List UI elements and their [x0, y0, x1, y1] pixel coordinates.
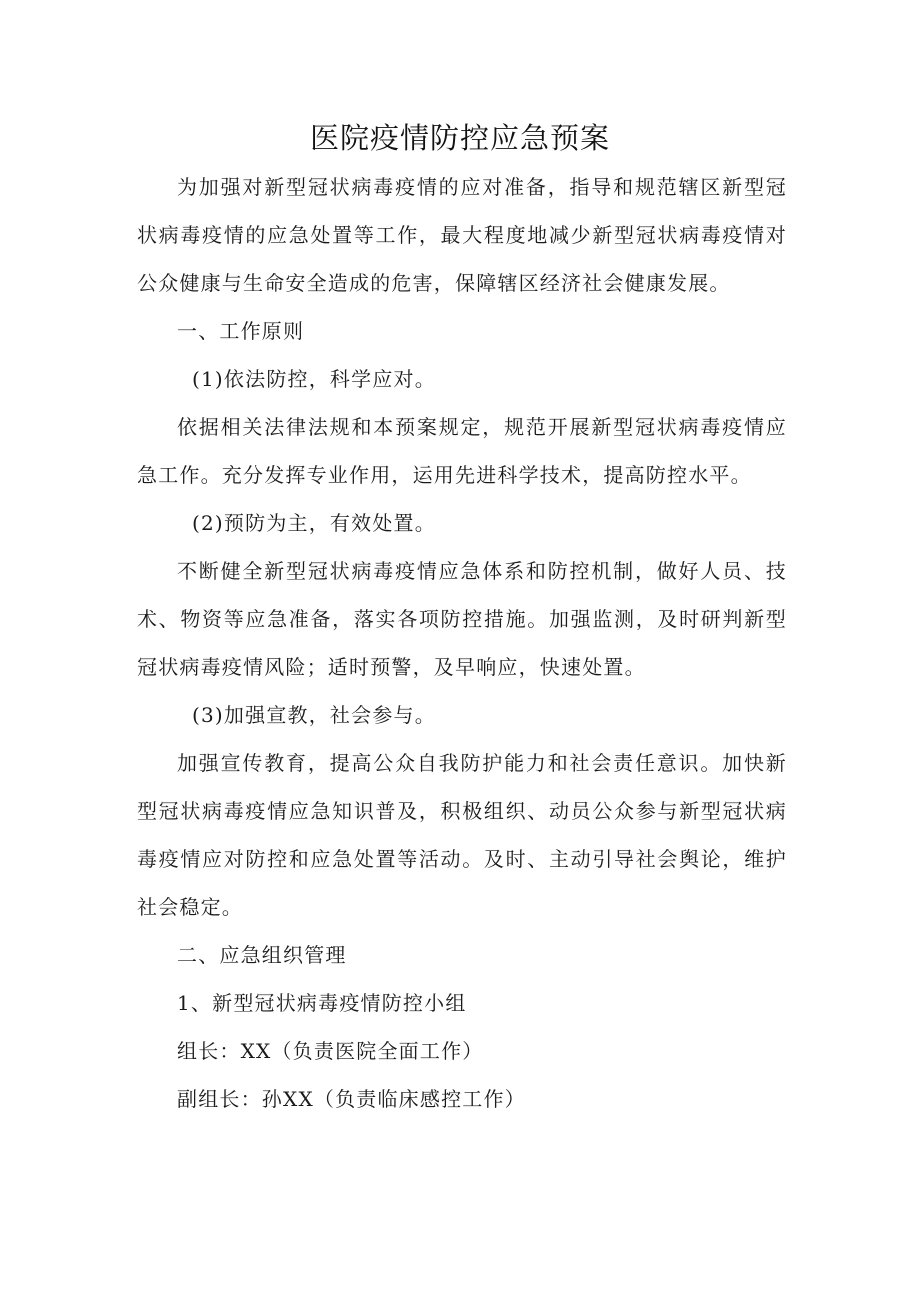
- principle-1-body: 依据相关法律法规和本预案规定，规范开展新型冠状病毒疫情应急工作。充分发挥专业作用，运用先进科学技术，提高防控水平。: [137, 415, 787, 487]
- document-body: [137, 163, 787, 1123]
- principle-3-heading: (3)加强宣教，社会参与。: [192, 703, 436, 727]
- deputy-leader-line: 副组长：孙XX（负责临床感控工作）: [177, 1087, 526, 1111]
- principle-3-body: 加强宣传教育，提高公众自我防护能力和社会责任意识。加快新型冠状病毒疫情应急知识普及，积极组织、动员公众参与新型冠状病毒疫情应对防控和应急处置等活动。及时、主动引导社会舆论，维护社会稳定。: [137, 751, 787, 919]
- subsection-heading-prevention-team: 1、新型冠状病毒疫情防控小组: [177, 991, 467, 1015]
- document-title: 医院疫情防控应急预案: [309, 121, 610, 155]
- principle-1-heading: (1)依法防控，科学应对。: [192, 367, 436, 391]
- team-leader-line: 组长：XX（负责医院全面工作）: [177, 1039, 484, 1063]
- intro-paragraph: 为加强对新型冠状病毒疫情的应对准备，指导和规范辖区新型冠状病毒疫情的应急处置等工作，最大程度地减少新型冠状病毒疫情对公众健康与生命安全造成的危害，保障辖区经济社会健康发展。: [137, 175, 787, 295]
- principle-2-body: 不断健全新型冠状病毒疫情应急体系和防控机制，做好人员、技术、物资等应急准备，落实各项防控措施。加强监测，及时研判新型冠状病毒疫情风险；适时预警，及早响应，快速处置。: [137, 559, 787, 679]
- section-heading-emergency-organization: 二、应急组织管理: [177, 943, 347, 967]
- principle-2-heading: (2)预防为主，有效处置。: [192, 511, 436, 535]
- section-heading-work-principles: 一、工作原则: [177, 319, 305, 343]
